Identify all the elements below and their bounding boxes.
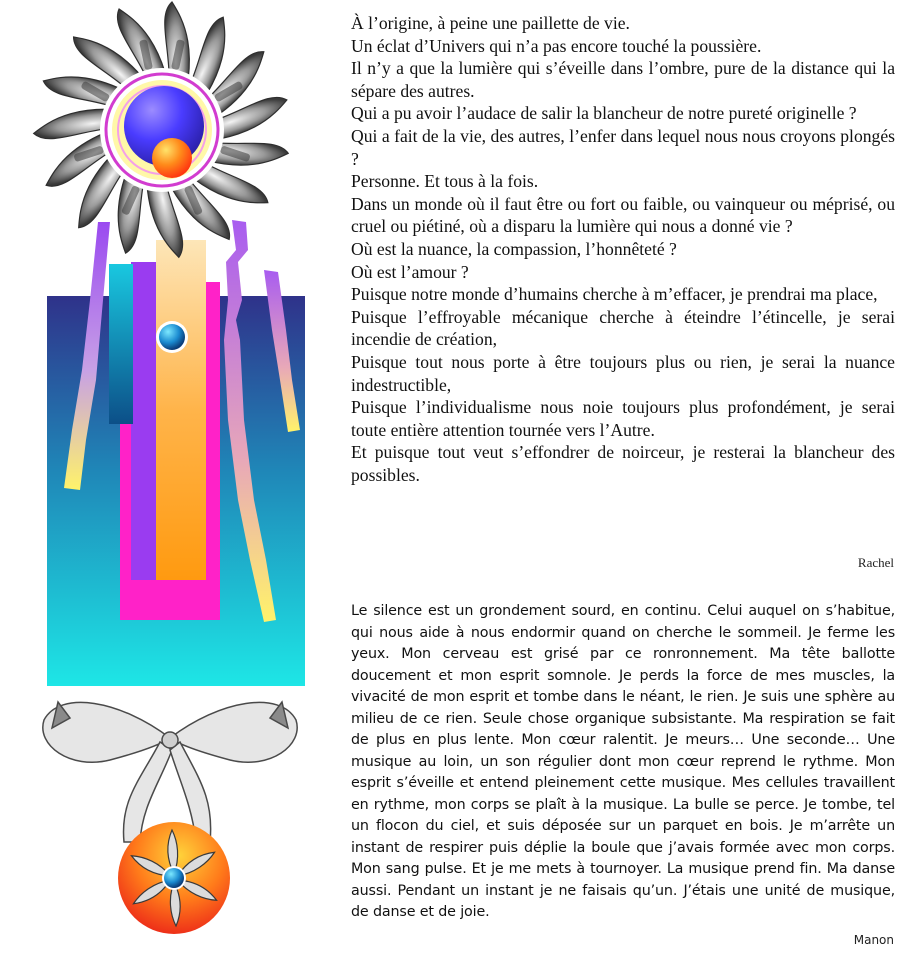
- teal-bar: [109, 264, 133, 424]
- poem-line: Qui a fait de la vie, des autres, l’enfer dans lequel nous nous croyons plongés ?: [351, 125, 895, 169]
- poem-line: Puisque tout nous porte à être toujours plus ou rien, je serai la nuance indestructible,: [351, 351, 895, 395]
- poem-line: Puisque l’effroyable mécanique cherche à éteindre l’étincelle, je serai incendie de création,: [351, 306, 895, 350]
- poem-line: Il n’y a que la lumière qui s’éveille dans l’ombre, pure de la distance qui la sépare des autres.: [351, 58, 895, 101]
- poem-line: Où est la nuance, la compassion, l’honnêteté ?: [351, 238, 677, 259]
- author-signature-manon: Manon: [853, 933, 894, 947]
- prose-manon: [351, 601, 895, 924]
- poem-line: Personne. Et tous à la fois.: [351, 171, 539, 192]
- poem-rachel: [351, 12, 895, 486]
- orange-bar: [156, 240, 206, 580]
- poem-line: Où est l’amour ?: [351, 261, 469, 282]
- poem-line: Qui a pu avoir l’audace de salir la blancheur de notre pureté originelle ?: [351, 103, 857, 124]
- purple-strip: [131, 262, 157, 580]
- poem-line: Puisque notre monde d’humains cherche à m’effacer, je prendrai ma place,: [351, 284, 878, 305]
- poem-line: Puisque l’individualisme nous noie toujours plus profondément, je serai toute entière attention tournée vers l’Autre.: [351, 397, 895, 440]
- poem-line: À l’origine, à peine une paillette de vie.: [351, 13, 630, 33]
- poem-line: Dans un monde où il faut être ou fort ou faible, ou vainqueur ou méprisé, ou cruel ou piétiné, où a disparu la lumière qui nous a donné vie ?: [351, 193, 895, 237]
- poem-line: Un éclat d’Univers qui n’a pas encore touché la poussière.: [351, 35, 762, 56]
- poem-line: Et puisque tout veut s’effondrer de noirceur, je resterai la blancheur des possibles.: [351, 442, 895, 485]
- prose-paragraph: Le silence est un grondement sourd, en continu. Celui auquel on s’habitue, qui nous aide à nous endormir quand on cherche le sommeil. Je ferme les yeux. Mon cerveau est grisé par ce ronronnement. Ma tête ballotte doucement et mon esprit somnole. Je perds la force de mes muscles, la vivacité de mon esprit et tombe dans le néant, le rien. Je suis une sphère au milieu de ce rien. Seule chose organique subsistante. Ma respiration se fait de plus en plus lente. Mon cœur ralentit. Je meurs… Une seconde… Une musique au loin, un son régulier dont mon cœur reprend le rythme. Mon esprit s’éveille et entend pleinement cette musique. Mes cellules travaillent en rythme, mon corps se plaît à la musique. La bulle se perce. Je tombe, tel un flocon du ciel, et suis déposée sur un parquet en bois. Je m’arrête un instant de respirer puis déplie la boule que j’avais formée avec mon corps. Mon sang pulse. Et je me mets à tournoyer. La musique prend fin. Ma danse aussi. Pendant un instant je ne faisais qu’un. J’étais une unité de musique, de danse et de joie.: [351, 603, 895, 920]
- gray-flower-rosette-icon: [32, 2, 292, 261]
- orange-medallion-icon: [118, 822, 230, 934]
- medal-artwork: [0, 0, 340, 953]
- author-signature-rachel: Rachel: [857, 555, 894, 570]
- ribbon-bow-icon: [43, 702, 297, 842]
